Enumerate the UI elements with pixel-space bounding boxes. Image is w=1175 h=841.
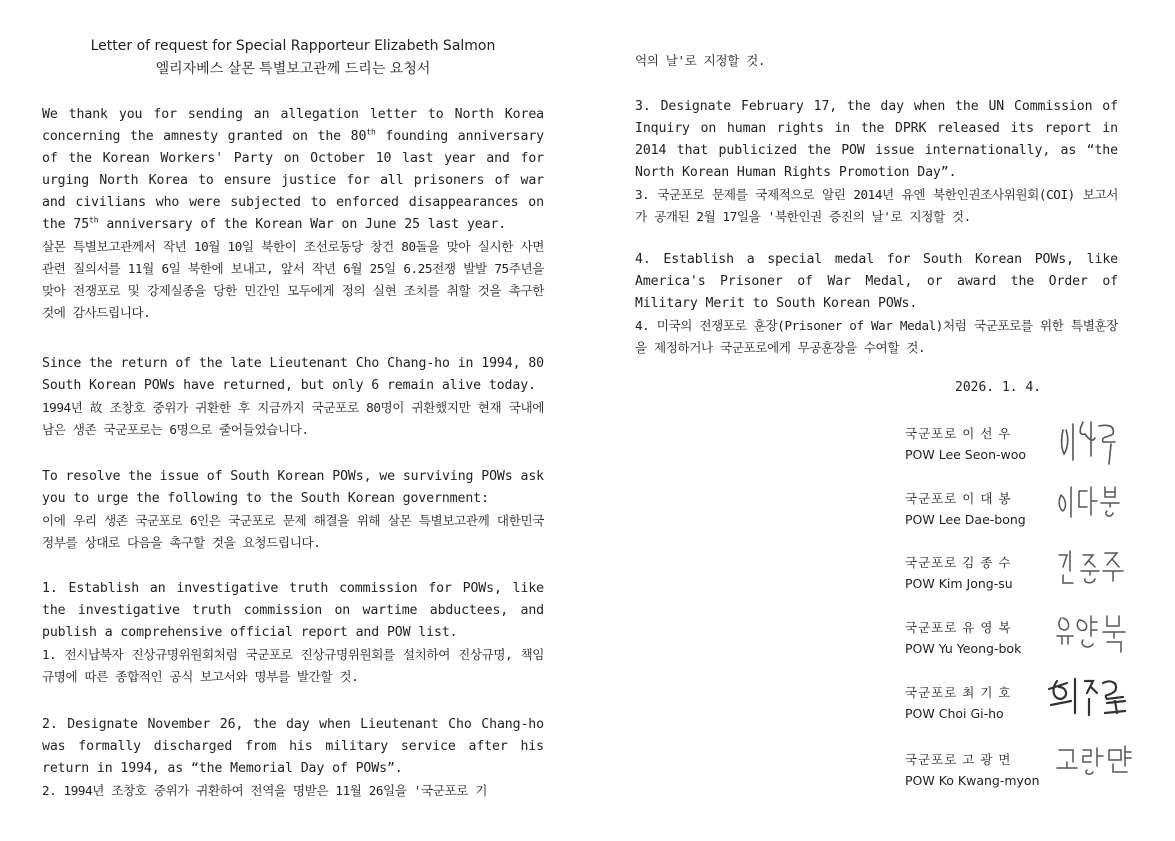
request-item-4 xyxy=(635,249,1118,359)
signatory-1 xyxy=(905,424,1145,466)
signatory-6-korean: 국군포로 고 광 면 xyxy=(905,752,1012,767)
thanks-korean: 살몬 특별보고관께서 작년 10월 10일 북한이 조선로동당 창건 80돌을 맞아 실시한 사면 관련 질의서를 11월 6일 북한에 보내고, 앞서 작년 6월 25일 6.25전쟁 발발 75주년을 맞아 전쟁포로 및 강제실종을 당한 민간인 모두에게 정의 실현 조치를 취할 것을 촉구한 것에 감사드립니다. xyxy=(42,239,544,320)
title-korean: 엘리자베스 살몬 특별보고관께 드리는 요청서 xyxy=(155,61,431,77)
signatory-1-korean: 국군포로 이 선 우 xyxy=(905,426,1012,441)
signatory-3-english: POW Kim Jong-su xyxy=(905,576,1013,591)
signatory-6 xyxy=(905,750,1145,792)
signatory-2 xyxy=(905,489,1145,531)
item-3-english: 3. Designate February 17, the day when the UN Commission of Inquiry on human rights in the DPRK released its report in 2014 that publicized the POW issue internationally, as “the North Korean Human Rights Promotion Day”. xyxy=(635,99,1118,180)
signature-5 xyxy=(1045,673,1140,723)
resolve-korean: 이에 우리 생존 국군포로 6인은 국군포로 문제 해결을 위해 살몬 특별보고관께 대한민국 정부를 상대로 다음을 촉구할 것을 요청드립니다. xyxy=(42,513,544,550)
request-item-2 xyxy=(42,714,544,802)
since-english: Since the return of the late Lieutenant Cho Chang-ho in 1994, 80 South Korean POWs have returned, but only 6 remain alive today. xyxy=(42,356,544,393)
signatory-5-english: POW Choi Gi-ho xyxy=(905,706,1004,721)
item-2-korean: 2. 1994년 조창호 중위가 귀환하여 전역을 명받은 11월 26일을 '국군포로 기 xyxy=(42,783,487,798)
signatory-1-english: POW Lee Seon-woo xyxy=(905,447,1027,462)
letter-date: 2026. 1. 4. xyxy=(955,380,1042,395)
signature-1 xyxy=(1055,416,1135,472)
signatory-2-english: POW Lee Dae-bong xyxy=(905,512,1026,527)
signatory-4-korean: 국군포로 유 영 복 xyxy=(905,620,1012,635)
signatory-3-korean: 국군포로 김 종 수 xyxy=(905,555,1012,570)
thanks-section xyxy=(42,104,544,324)
item-3-korean: 3. 국군포로 문제를 국제적으로 알린 2014년 유엔 북한인권조사위원회(COI) 보고서가 공개된 2월 17일을 '북한인권 증진의 날'로 지정할 것. xyxy=(635,187,1118,224)
signatory-6-english: POW Ko Kwang-myon xyxy=(905,773,1040,788)
since-korean: 1994년 故 조창호 중위가 귀환한 후 지금까지 국군포로 80명이 귀환했지만 현재 국내에 남은 생존 국군포로는 6명으로 줄어들었습니다. xyxy=(42,400,544,437)
item-1-korean: 1. 전시납북자 진상규명위원회처럼 국군포로 진상규명위원회를 설치하여 진상규명, 책임규명에 따른 종합적인 공식 보고서와 명부를 발간할 것. xyxy=(42,647,544,684)
since-section xyxy=(42,353,544,441)
request-item-1 xyxy=(42,578,544,688)
request-item-3 xyxy=(635,96,1118,228)
title-english: Letter of request for Special Rapporteur Elizabeth Salmon xyxy=(90,38,496,54)
item-4-korean: 4. 미국의 전쟁포로 훈장(Prisoner of War Medal)처럼 국군포로를 위한 특별훈장을 제정하거나 국군포로에게 무공훈장을 수여할 것. xyxy=(635,318,1118,355)
signature-3 xyxy=(1055,545,1135,589)
resolve-english: To resolve the issue of South Korean POWs, we surviving POWs ask you to urge the following to the South Korean government: xyxy=(42,469,544,506)
signatory-4 xyxy=(905,618,1145,660)
signatory-5-korean: 국군포로 최 기 호 xyxy=(905,685,1012,700)
signature-6 xyxy=(1055,742,1145,778)
signatory-4-english: POW Yu Yeong-bok xyxy=(905,641,1022,656)
signatory-5 xyxy=(905,683,1145,725)
item-1-english: 1. Establish an investigative truth commission for POWs, like the investigative truth commission on wartime abductees, and publish a comprehensive official report and POW list. xyxy=(42,581,544,640)
resolve-section xyxy=(42,466,544,554)
item-2-korean-continued: 억의 날'로 지정할 것. xyxy=(635,53,766,68)
signatory-2-korean: 국군포로 이 대 봉 xyxy=(905,491,1012,506)
item-4-english: 4. Establish a special medal for South Korean POWs, like America's Prisoner of War Medal, or award the Order of Military Merit to South Korean POWs. xyxy=(635,252,1118,311)
thanks-english: We thank you for sending an allegation letter to North Korea concerning the amnesty granted on the 80th founding anniversary of the Korean Workers' Party on October 10 last year and for urging North Korea to ensure justice for all prisoners of war and civilians who were subjected to enforced disappearances on the 75th anniversary of the Korean War on June 25 last year. xyxy=(42,107,544,232)
signature-2 xyxy=(1055,481,1135,521)
signature-4 xyxy=(1055,610,1145,656)
signatory-3 xyxy=(905,553,1145,595)
item-2-english: 2. Designate November 26, the day when Lieutenant Cho Chang-ho was formally discharged from his military service after his return in 1994, as “the Memorial Day of POWs”. xyxy=(42,717,544,776)
